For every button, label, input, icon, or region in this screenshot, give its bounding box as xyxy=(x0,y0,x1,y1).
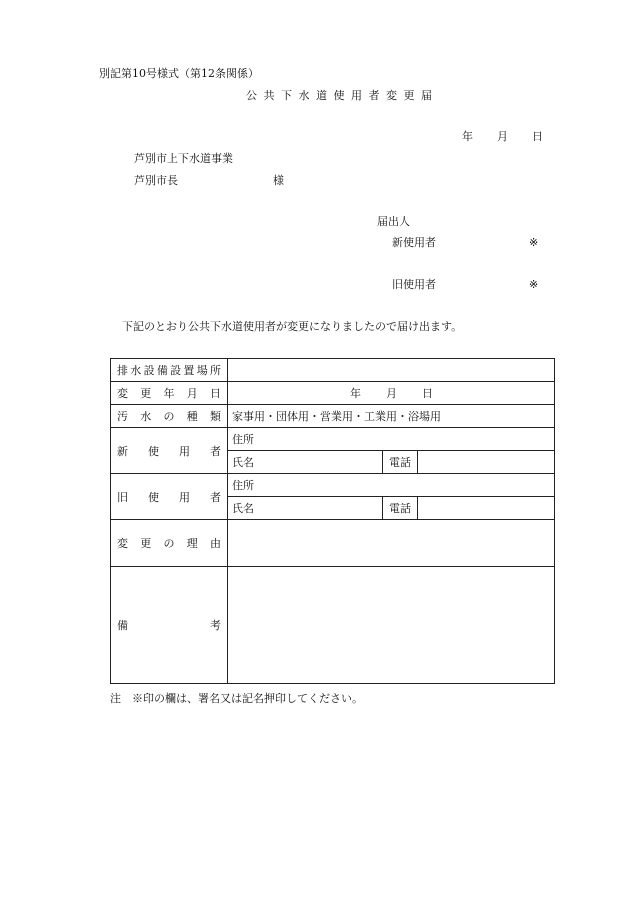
new-user-phone-field[interactable] xyxy=(418,451,555,474)
addressee-org: 芦別市上下水道事業 xyxy=(134,152,233,165)
notifier-new-user: 新使用者 xyxy=(392,236,436,249)
footnote: 注 ※印の欄は、署名又は記名押印してください。 xyxy=(110,692,363,705)
old-user-name-label: 氏名 xyxy=(232,502,254,515)
row-change-date xyxy=(111,382,555,405)
row-old-user-address xyxy=(111,474,555,497)
addressee-mayor: 芦別市長 xyxy=(134,174,178,187)
notifier-old-user-seal-mark: ※ xyxy=(529,278,539,291)
value-remarks[interactable] xyxy=(228,567,555,684)
notifier-old-user: 旧使用者 xyxy=(392,278,436,291)
notifier-new-user-seal-mark: ※ xyxy=(529,236,539,249)
change-date-month: 月 xyxy=(386,387,397,400)
label-sewage-type: 汚水の種類 xyxy=(111,405,228,428)
addressee-honorific: 様 xyxy=(273,174,284,187)
old-user-address-field[interactable] xyxy=(228,474,555,497)
old-user-phone-field[interactable] xyxy=(418,497,555,520)
row-new-user-address xyxy=(111,428,555,451)
label-remarks: 備考 xyxy=(111,567,228,684)
date-month-label: 月 xyxy=(497,130,508,143)
row-location xyxy=(111,359,555,382)
new-user-name-label: 氏名 xyxy=(232,456,254,469)
row-remarks xyxy=(111,567,555,684)
change-date-year: 年 xyxy=(350,387,361,400)
page-title: 公共下水道使用者変更届 xyxy=(246,89,439,102)
label-location: 排水設備設置場所 xyxy=(111,359,228,382)
notifier-label: 届出人 xyxy=(377,215,410,228)
value-sewage-options[interactable]: 家事用・団体用・営業用・工業用・浴場用 xyxy=(228,405,555,428)
change-date-day: 日 xyxy=(422,387,433,400)
label-change-date: 変更年月日 xyxy=(111,382,228,405)
row-sewage-type xyxy=(111,405,555,428)
label-reason: 変更の理由 xyxy=(111,520,228,567)
form-number: 別記第10号様式（第12条関係） xyxy=(99,67,259,80)
value-location[interactable] xyxy=(228,359,555,382)
intro-text: 下記のとおり公共下水道使用者が変更になりましたので届け出ます。 xyxy=(122,320,463,333)
old-user-address-label: 住所 xyxy=(232,479,254,492)
label-old-user: 旧使用者 xyxy=(111,474,228,520)
change-form-table xyxy=(110,358,555,684)
new-user-address-field[interactable] xyxy=(228,428,555,451)
label-new-user: 新使用者 xyxy=(111,428,228,474)
value-reason[interactable] xyxy=(228,520,555,567)
old-user-phone-label: 電話 xyxy=(383,497,418,520)
new-user-phone-label: 電話 xyxy=(383,451,418,474)
new-user-address-label: 住所 xyxy=(232,433,254,446)
date-year-label: 年 xyxy=(462,130,473,143)
date-day-label: 日 xyxy=(532,130,543,143)
new-user-name-field[interactable] xyxy=(228,451,383,474)
old-user-name-field[interactable] xyxy=(228,497,383,520)
row-reason xyxy=(111,520,555,567)
value-change-date[interactable] xyxy=(228,382,555,405)
